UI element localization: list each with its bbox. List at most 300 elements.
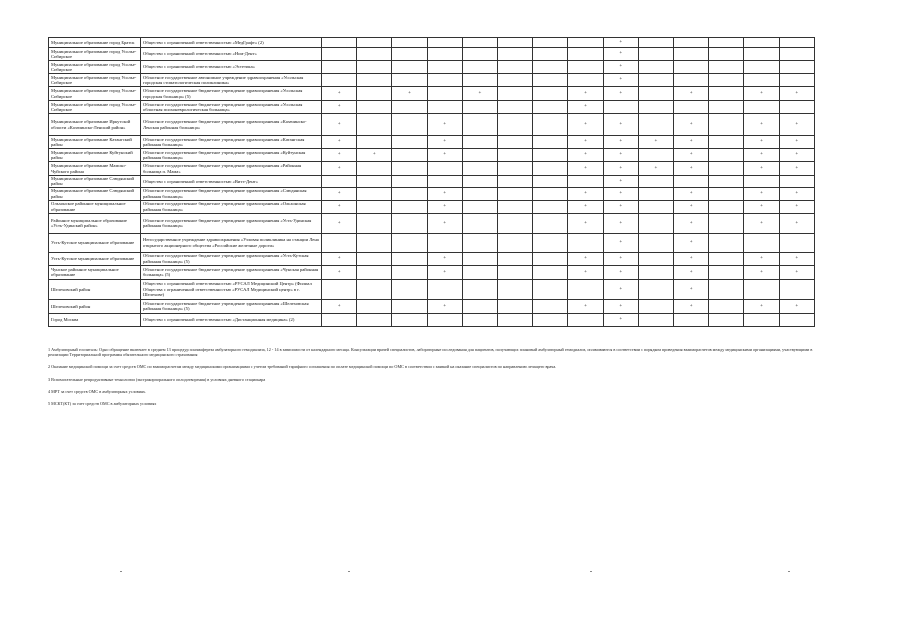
mark-cell [533, 213, 568, 233]
mark-cell [357, 136, 392, 149]
mark-cell: + [427, 149, 462, 162]
mark-cell [462, 187, 497, 200]
facility-table [48, 37, 815, 327]
mark-cell [357, 162, 392, 176]
mark-cell: + [674, 213, 709, 233]
mark-cell [498, 313, 533, 326]
mark-cell [744, 38, 779, 48]
mark-cell [638, 233, 673, 252]
mark-cell [674, 38, 709, 48]
mark-cell [322, 61, 357, 74]
mark-cell [498, 114, 533, 136]
mark-cell [533, 299, 568, 313]
mark-cell [533, 114, 568, 136]
mark-cell: + [674, 200, 709, 213]
mark-cell [568, 74, 603, 87]
mark-cell [709, 313, 744, 326]
mark-cell [498, 200, 533, 213]
municipality-cell: Муниципальное образование город Усолье-Сибирское [49, 48, 141, 61]
mark-cell [533, 61, 568, 74]
mark-cell: + [427, 114, 462, 136]
scan-speck [348, 571, 350, 572]
mark-cell [709, 136, 744, 149]
table-row [49, 176, 815, 188]
table-row [49, 187, 815, 200]
mark-cell: + [674, 114, 709, 136]
mark-cell [357, 176, 392, 188]
mark-cell [392, 265, 427, 279]
mark-cell [744, 313, 779, 326]
municipality-cell: Районное муниципальное образование «Усть-Удинский район» [49, 213, 141, 233]
mark-cell [674, 176, 709, 188]
mark-cell [498, 38, 533, 48]
mark-cell [462, 265, 497, 279]
mark-cell [638, 313, 673, 326]
mark-cell: + [674, 149, 709, 162]
mark-cell [638, 187, 673, 200]
mark-cell: + [779, 162, 814, 176]
mark-cell [357, 61, 392, 74]
mark-cell [638, 38, 673, 48]
mark-cell [357, 299, 392, 313]
mark-cell: + [779, 149, 814, 162]
municipality-cell: Муниципальное образование Куйтунский район [49, 149, 141, 162]
mark-cell [638, 176, 673, 188]
mark-cell: + [779, 252, 814, 265]
mark-cell: + [603, 200, 638, 213]
mark-cell [709, 48, 744, 61]
table-row [49, 265, 815, 279]
mark-cell [744, 48, 779, 61]
mark-cell [638, 299, 673, 313]
mark-cell: + [322, 114, 357, 136]
mark-cell [427, 87, 462, 101]
mark-cell: + [744, 149, 779, 162]
mark-cell: + [568, 162, 603, 176]
municipality-cell: Муниципальное образование город Усолье-Сибирское [49, 101, 141, 114]
mark-cell [709, 233, 744, 252]
mark-cell [533, 48, 568, 61]
mark-cell [533, 101, 568, 114]
mark-cell [392, 101, 427, 114]
municipality-cell: Муниципальное образование город Братск [49, 38, 141, 48]
mark-cell [357, 48, 392, 61]
table-row [49, 162, 815, 176]
mark-cell [357, 252, 392, 265]
mark-cell: + [322, 136, 357, 149]
municipality-cell: Муниципальное образование Слюдянский район [49, 187, 141, 200]
mark-cell: + [322, 200, 357, 213]
mark-cell [392, 114, 427, 136]
municipality-cell: Муниципальное образование Катангский район [49, 136, 141, 149]
organization-cell: Областное государственное бюджетное учреждение здравоохранения «Чунская районная больница» (5) [141, 265, 322, 279]
mark-cell: + [779, 265, 814, 279]
mark-cell: + [603, 38, 638, 48]
mark-cell [533, 149, 568, 162]
organization-cell: Областное государственное бюджетное учреждение здравоохранения «Усольская городская больница» (5) [141, 87, 322, 101]
mark-cell [392, 149, 427, 162]
mark-cell [427, 162, 462, 176]
mark-cell: + [603, 313, 638, 326]
mark-cell [709, 87, 744, 101]
mark-cell [709, 114, 744, 136]
mark-cell: + [568, 114, 603, 136]
mark-cell: + [603, 213, 638, 233]
mark-cell: + [603, 48, 638, 61]
mark-cell: + [674, 162, 709, 176]
table-row [49, 87, 815, 101]
mark-cell: + [322, 299, 357, 313]
mark-cell: + [779, 187, 814, 200]
mark-cell [357, 114, 392, 136]
mark-cell: + [568, 299, 603, 313]
municipality-cell: Город Москва [49, 313, 141, 326]
mark-cell [462, 233, 497, 252]
mark-cell [462, 74, 497, 87]
mark-cell: + [603, 87, 638, 101]
table-row [49, 74, 815, 87]
mark-cell: + [674, 187, 709, 200]
mark-cell: + [744, 252, 779, 265]
mark-cell [533, 187, 568, 200]
mark-cell: + [779, 200, 814, 213]
mark-cell [779, 313, 814, 326]
footnote-2: 2 Оказание медицинской помощи за счет средств ОМС по взаиморасчетам между медицинскими организациями с учетом требований тарифного соглашения по оплате медицинской помощи по ОМС в соответствии с заявкой на оказание специалистов по направлению лечащего врача. [48, 364, 557, 370]
mark-cell [709, 299, 744, 313]
mark-cell: + [744, 87, 779, 101]
mark-cell [744, 233, 779, 252]
municipality-cell: Муниципальное образование Мамско-Чуйского района [49, 162, 141, 176]
mark-cell [462, 136, 497, 149]
mark-cell [322, 313, 357, 326]
table-row [49, 200, 815, 213]
mark-cell [462, 48, 497, 61]
mark-cell [392, 38, 427, 48]
table-row [49, 48, 815, 61]
mark-cell: + [779, 299, 814, 313]
mark-cell: + [568, 213, 603, 233]
mark-cell [357, 213, 392, 233]
mark-cell [392, 233, 427, 252]
mark-cell [638, 101, 673, 114]
mark-cell: + [603, 233, 638, 252]
mark-cell [744, 61, 779, 74]
mark-cell [638, 265, 673, 279]
mark-cell: + [744, 114, 779, 136]
mark-cell [779, 61, 814, 74]
municipality-cell: Муниципальное образование город Усолье-Сибирское [49, 74, 141, 87]
mark-cell [709, 162, 744, 176]
mark-cell: + [674, 252, 709, 265]
mark-cell: + [568, 187, 603, 200]
mark-cell [709, 38, 744, 48]
mark-cell [709, 176, 744, 188]
mark-cell [744, 279, 779, 299]
mark-cell [568, 176, 603, 188]
mark-cell [392, 61, 427, 74]
mark-cell: + [568, 200, 603, 213]
table-row [49, 61, 815, 74]
mark-cell: + [603, 176, 638, 188]
mark-cell [462, 213, 497, 233]
mark-cell [568, 38, 603, 48]
municipality-cell: Шелеховский район [49, 279, 141, 299]
mark-cell [462, 252, 497, 265]
mark-cell [498, 87, 533, 101]
mark-cell: + [427, 213, 462, 233]
mark-cell [779, 101, 814, 114]
organization-cell: Областное государственное бюджетное учреждение здравоохранения «Казачинско-Ленская районная больница» [141, 114, 322, 136]
mark-cell [709, 101, 744, 114]
mark-cell: + [603, 187, 638, 200]
mark-cell: + [427, 187, 462, 200]
municipality-cell: Муниципальное образование город Усолье-Сибирское [49, 61, 141, 74]
mark-cell [427, 233, 462, 252]
mark-cell [533, 176, 568, 188]
mark-cell: + [392, 87, 427, 101]
mark-cell [392, 74, 427, 87]
mark-cell [392, 187, 427, 200]
mark-cell [392, 299, 427, 313]
mark-cell [744, 176, 779, 188]
mark-cell [322, 176, 357, 188]
organization-cell: Негосударственное учреждение здравоохранения «Узловая поликлиника на станции Лена открытого акционерного общества «Российские железные дороги» [141, 233, 322, 252]
organization-cell: Областное государственное бюджетное учреждение здравоохранения «Куйтунская районная больница» [141, 149, 322, 162]
organization-cell: Общество с ограниченной ответственностью «МедГрафт» (2) [141, 38, 322, 48]
mark-cell: + [568, 101, 603, 114]
mark-cell [603, 101, 638, 114]
mark-cell: + [744, 213, 779, 233]
table-row [49, 114, 815, 136]
mark-cell: + [322, 187, 357, 200]
table-row [49, 252, 815, 265]
mark-cell [322, 38, 357, 48]
mark-cell [498, 136, 533, 149]
mark-cell: + [638, 162, 673, 176]
mark-cell [638, 61, 673, 74]
mark-cell [568, 48, 603, 61]
mark-cell [709, 213, 744, 233]
mark-cell [357, 38, 392, 48]
municipality-cell: Чунское районное муниципальное образование [49, 265, 141, 279]
mark-cell: + [603, 149, 638, 162]
mark-cell [498, 61, 533, 74]
mark-cell [533, 74, 568, 87]
mark-cell: + [568, 265, 603, 279]
mark-cell: + [779, 213, 814, 233]
mark-cell [392, 313, 427, 326]
mark-cell [638, 48, 673, 61]
footnote-1: 1 Амбулаторный госпиталь: Одно обращение включает в среднем 13 процедур плазмафереза амбулаторного гемодиализа, 12 - 14 в зависимости от календарного месяца. Консультации врачей специалистов, лабораторные исследования для пациентов, получающих плановый амбулаторный гемодиализ, оплачиваются в соответствии с порядком проведения взаиморасчетов между медицинскими организациями, участвующими в реализации Территориальной программы обязательного медицинского страхования [48, 347, 813, 358]
mark-cell [462, 149, 497, 162]
mark-cell [498, 149, 533, 162]
mark-cell [674, 48, 709, 61]
mark-cell [357, 74, 392, 87]
mark-cell [674, 61, 709, 74]
mark-cell [498, 101, 533, 114]
mark-cell [462, 162, 497, 176]
mark-cell [498, 187, 533, 200]
mark-cell [322, 74, 357, 87]
mark-cell: + [427, 299, 462, 313]
organization-cell: Общество с ограниченной ответственностью «Ном-Дент» [141, 48, 322, 61]
mark-cell: + [603, 252, 638, 265]
mark-cell [498, 299, 533, 313]
mark-cell: + [603, 136, 638, 149]
organization-cell: Общество с ограниченной ответственностью «Эстетика» [141, 61, 322, 74]
mark-cell [392, 252, 427, 265]
mark-cell: + [357, 149, 392, 162]
table-row [49, 101, 815, 114]
table-row [49, 213, 815, 233]
mark-cell: + [674, 265, 709, 279]
mark-cell [427, 48, 462, 61]
mark-cell [462, 176, 497, 188]
mark-cell [638, 200, 673, 213]
organization-cell: Областное государственное автономное учреждение здравоохранения «Усольская городская стоматологическая поликлиника» [141, 74, 322, 87]
table-row [49, 313, 815, 326]
organization-cell: Областное государственное бюджетное учреждение здравоохранения «Слюдянская районная больница» [141, 187, 322, 200]
mark-cell: + [674, 279, 709, 299]
mark-cell [462, 61, 497, 74]
mark-cell: + [603, 162, 638, 176]
mark-cell: + [322, 265, 357, 279]
mark-cell [357, 279, 392, 299]
mark-cell [638, 114, 673, 136]
mark-cell: + [744, 187, 779, 200]
mark-cell [498, 162, 533, 176]
mark-cell [392, 48, 427, 61]
mark-cell [357, 101, 392, 114]
mark-cell [533, 233, 568, 252]
table-row [49, 136, 815, 149]
mark-cell [498, 265, 533, 279]
mark-cell [709, 61, 744, 74]
mark-cell [392, 200, 427, 213]
mark-cell: + [603, 74, 638, 87]
table-row [49, 149, 815, 162]
mark-cell [462, 279, 497, 299]
mark-cell [462, 200, 497, 213]
mark-cell: + [638, 136, 673, 149]
mark-cell [779, 176, 814, 188]
mark-cell: + [322, 101, 357, 114]
mark-cell [498, 176, 533, 188]
mark-cell [322, 48, 357, 61]
mark-cell [568, 61, 603, 74]
mark-cell [744, 101, 779, 114]
mark-cell [462, 299, 497, 313]
mark-cell [568, 313, 603, 326]
mark-cell: + [322, 162, 357, 176]
mark-cell [427, 38, 462, 48]
mark-cell [674, 74, 709, 87]
mark-cell [744, 74, 779, 87]
mark-cell [392, 176, 427, 188]
mark-cell [462, 101, 497, 114]
mark-cell: + [427, 252, 462, 265]
municipality-cell: Муниципальное образование Иркутской области «Казачинско-Ленский район» [49, 114, 141, 136]
mark-cell [357, 200, 392, 213]
mark-cell [779, 74, 814, 87]
table-row [49, 279, 815, 299]
municipality-cell: Усть-Кутское муниципальное образование [49, 233, 141, 252]
footnotes [48, 347, 818, 413]
mark-cell: + [322, 149, 357, 162]
mark-cell: + [603, 279, 638, 299]
mark-cell [427, 74, 462, 87]
mark-cell [498, 252, 533, 265]
mark-cell: + [427, 200, 462, 213]
mark-cell: + [674, 136, 709, 149]
mark-cell [462, 313, 497, 326]
mark-cell: + [462, 87, 497, 101]
mark-cell: + [603, 265, 638, 279]
mark-cell [674, 101, 709, 114]
table-row [49, 38, 815, 48]
municipality-cell: Усть-Кутское муниципальное образование [49, 252, 141, 265]
mark-cell [498, 213, 533, 233]
mark-cell [357, 313, 392, 326]
mark-cell [779, 233, 814, 252]
municipality-cell: Муниципальное образование Слюдянский район [49, 176, 141, 188]
mark-cell [638, 252, 673, 265]
mark-cell [498, 279, 533, 299]
mark-cell: + [427, 136, 462, 149]
mark-cell: + [568, 87, 603, 101]
mark-cell: + [322, 252, 357, 265]
mark-cell [357, 187, 392, 200]
mark-cell [427, 176, 462, 188]
mark-cell: + [427, 265, 462, 279]
mark-cell [638, 213, 673, 233]
mark-cell [357, 87, 392, 101]
mark-cell: + [603, 114, 638, 136]
mark-cell: + [779, 136, 814, 149]
footnote-3: 3 Вспомогательные репродуктивные технологии (экстракорпорального оплодотворения) в условиях дневного стационара [48, 376, 266, 382]
mark-cell [392, 213, 427, 233]
mark-cell [709, 200, 744, 213]
mark-cell [533, 313, 568, 326]
mark-cell [709, 265, 744, 279]
organization-cell: Областное государственное бюджетное учреждение здравоохранения «Катангская районная больница» [141, 136, 322, 149]
mark-cell [533, 279, 568, 299]
organization-cell: Областное государственное бюджетное учреждение здравоохранения «Усть-Кутская районная больница» (5) [141, 252, 322, 265]
mark-cell [322, 233, 357, 252]
mark-cell [322, 279, 357, 299]
mark-cell [462, 114, 497, 136]
scan-speck [590, 571, 592, 572]
mark-cell [568, 279, 603, 299]
mark-cell [709, 74, 744, 87]
mark-cell: + [744, 200, 779, 213]
mark-cell [427, 313, 462, 326]
mark-cell: + [744, 136, 779, 149]
mark-cell [427, 101, 462, 114]
mark-cell: + [744, 299, 779, 313]
mark-cell [392, 136, 427, 149]
mark-cell [392, 279, 427, 299]
mark-cell: + [322, 213, 357, 233]
table-row [49, 233, 815, 252]
mark-cell [638, 74, 673, 87]
mark-cell: + [744, 162, 779, 176]
mark-cell [533, 162, 568, 176]
mark-cell [498, 74, 533, 87]
mark-cell [498, 48, 533, 61]
mark-cell [498, 233, 533, 252]
mark-cell: + [779, 87, 814, 101]
